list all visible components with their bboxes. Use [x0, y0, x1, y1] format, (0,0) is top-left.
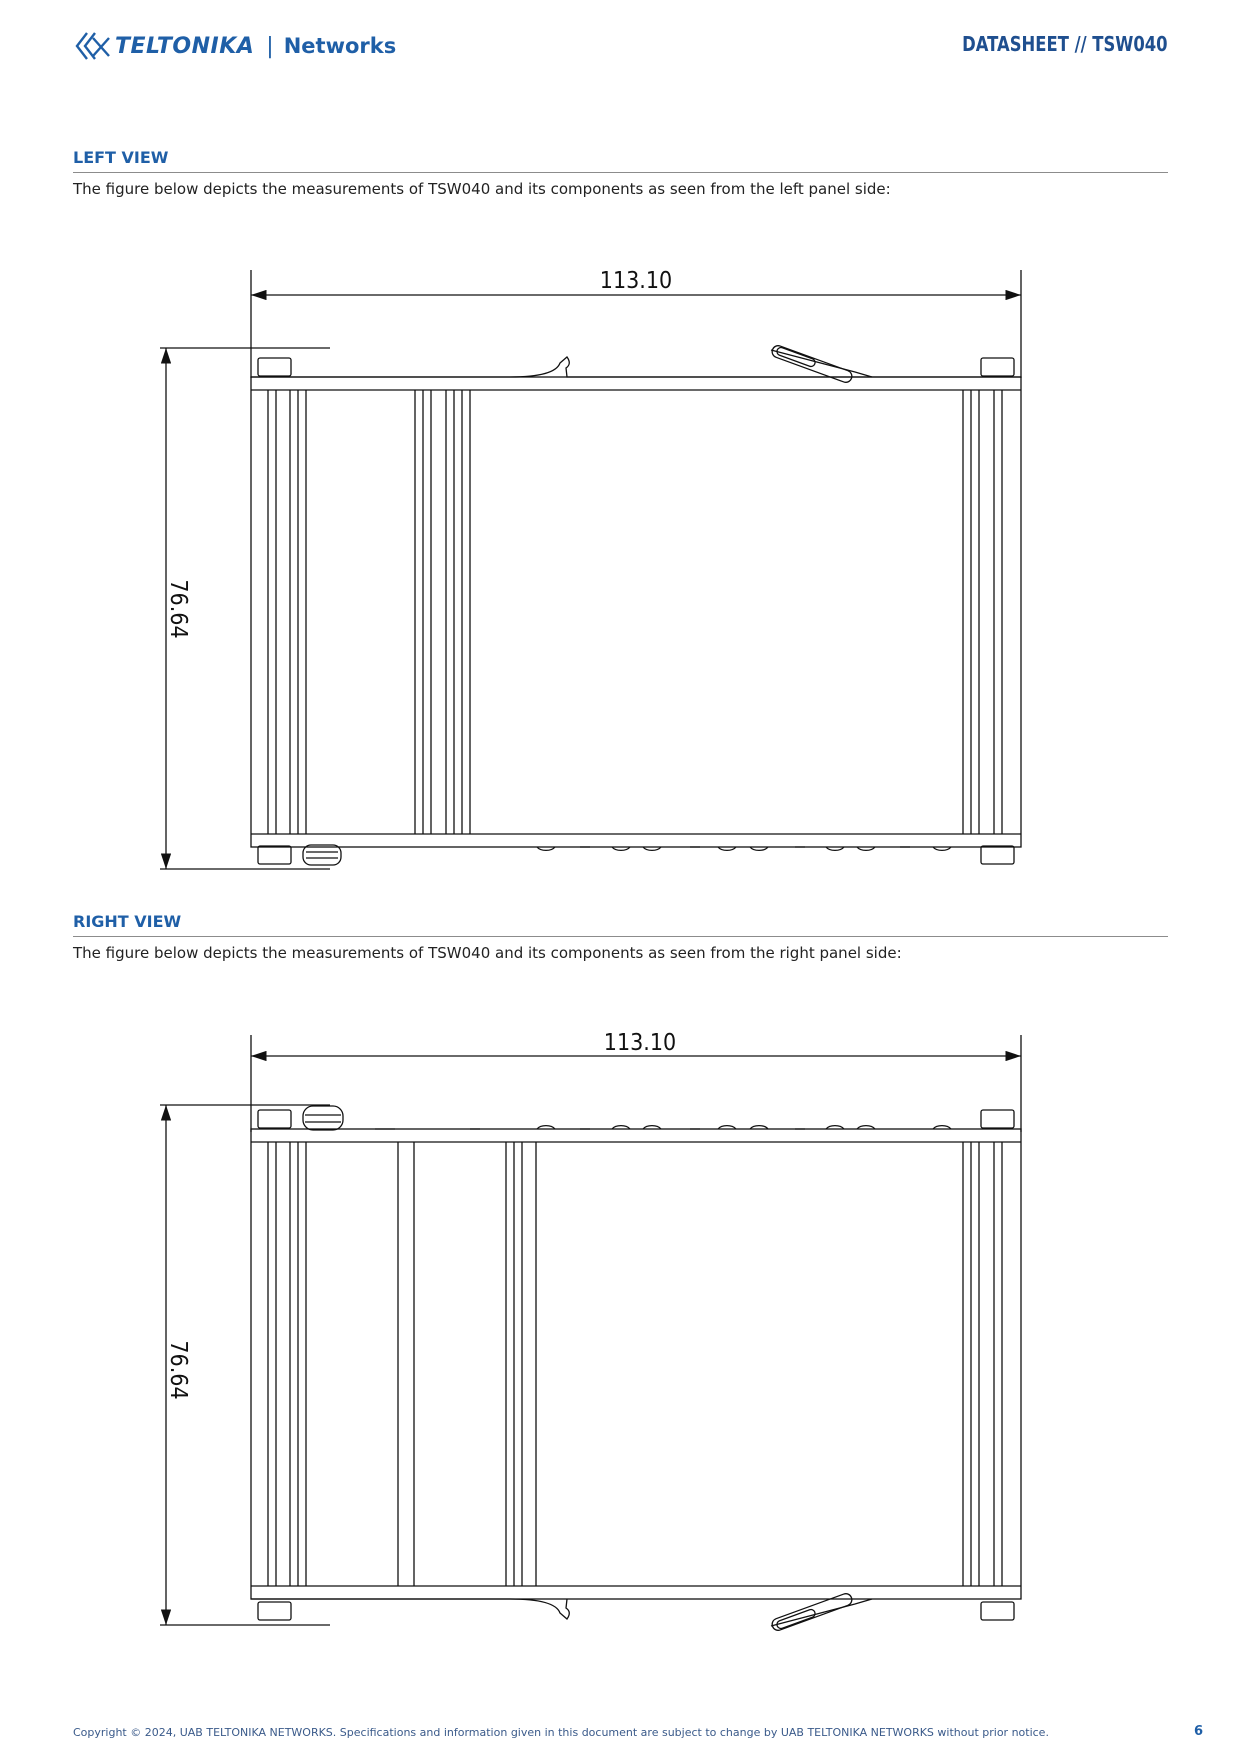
brand-separator: |: [266, 33, 274, 59]
right-view-title: RIGHT VIEW: [73, 912, 1168, 937]
right-view-description: The figure below depicts the measurements of TSW040 and its components as seen from the right panel side:: [73, 944, 902, 962]
brand-division: Networks: [283, 34, 397, 58]
left-view-title: LEFT VIEW: [73, 148, 1168, 173]
left-height-label: 76.64: [165, 579, 191, 639]
right-view-drawing: [0, 1025, 1241, 1665]
left-view-drawing: [0, 260, 1241, 900]
teltonika-logo-icon: [73, 29, 115, 63]
right-width-label: 113.10: [603, 1030, 677, 1056]
page-header: [73, 26, 1168, 66]
left-width-label: 113.10: [599, 268, 673, 294]
teltonika-logo: [73, 26, 396, 66]
page-number: 6: [1193, 1724, 1203, 1739]
right-height-label: 76.64: [165, 1340, 191, 1400]
document-title: DATASHEET // TSW040: [962, 32, 1168, 56]
brand-name: TELTONIKA: [115, 33, 255, 59]
footer-copyright: Copyright © 2024, UAB TELTONIKA NETWORKS. Specifications and information given in this document are subject to change by UAB TELTONIKA NETWORKS without prior notice.: [73, 1726, 1049, 1739]
left-view-description: The figure below depicts the measurements of TSW040 and its components as seen from the left panel side:: [73, 180, 891, 198]
